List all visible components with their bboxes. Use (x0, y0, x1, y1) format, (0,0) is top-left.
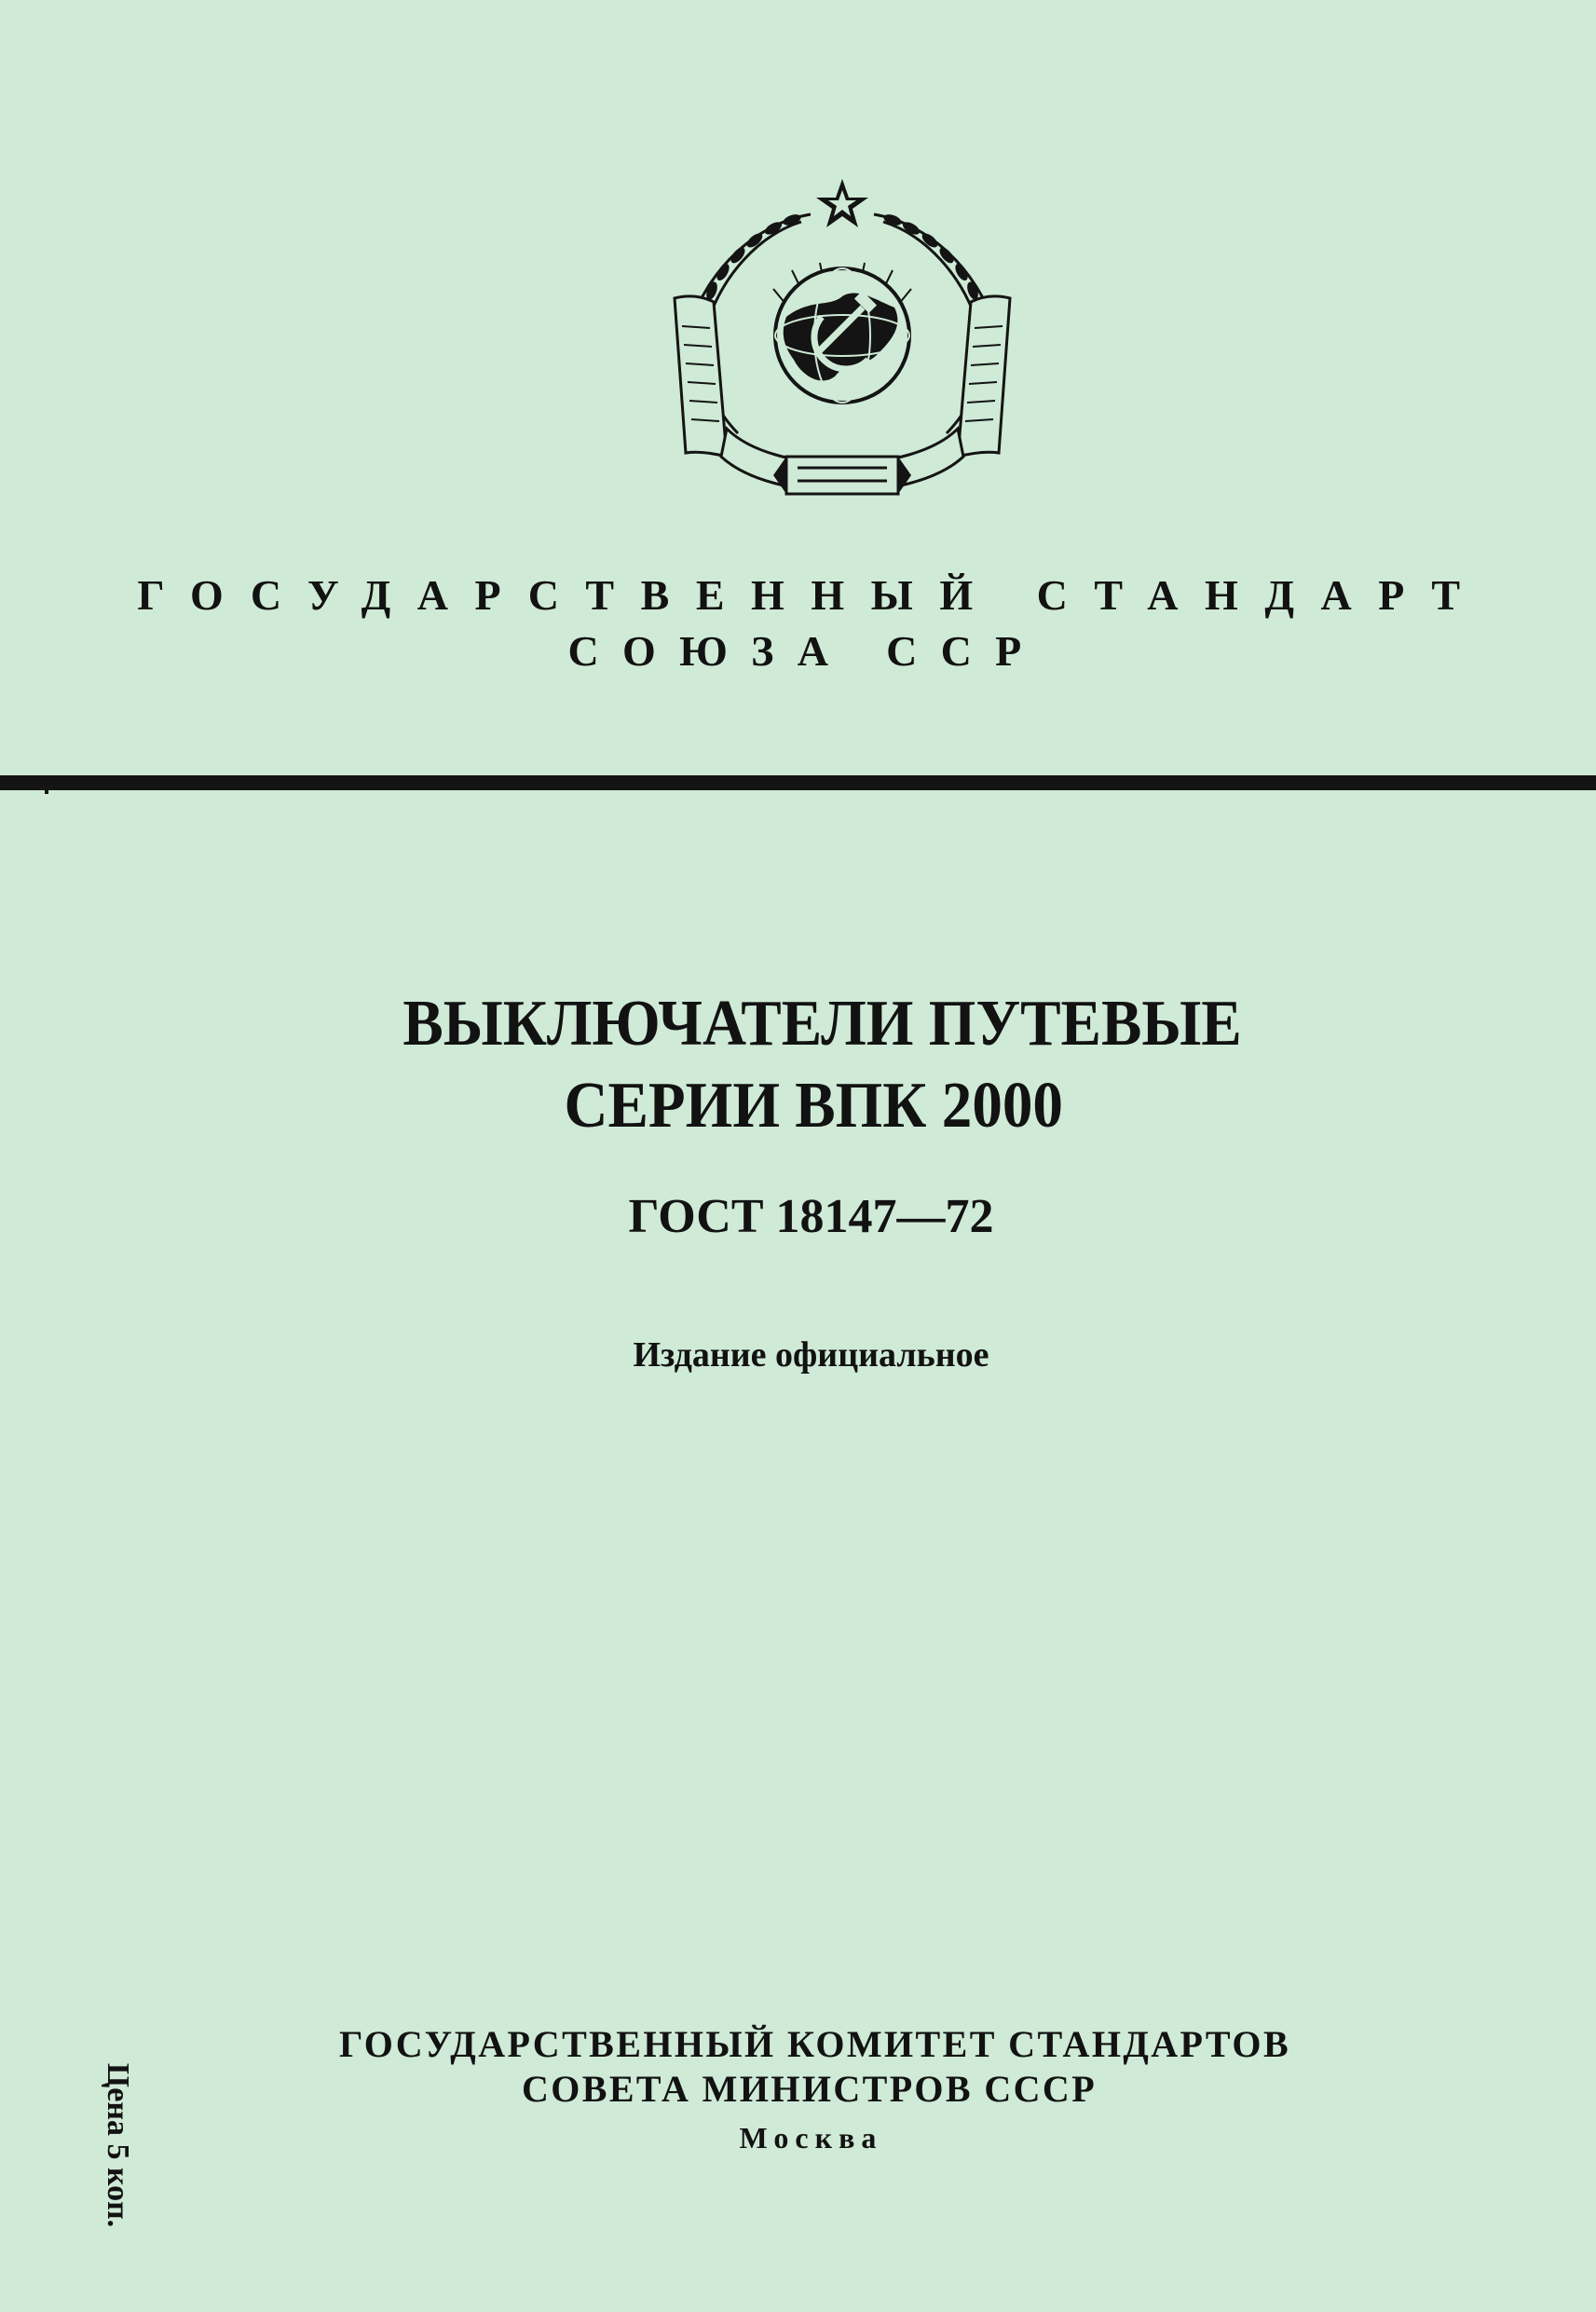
header-line-state-standard: ГОСУДАРСТВЕННЫЙ СТАНДАРТ (137, 571, 1487, 619)
standard-number: ГОСТ 18147—72 (628, 1190, 994, 1243)
rule-tick-mark (45, 781, 48, 794)
publisher-line1: ГОСУДАРСТВЕННЫЙ КОМИТЕТ СТАНДАРТОВ (338, 2023, 1291, 2065)
publisher-city: Москва (739, 2121, 883, 2155)
header-line-ussr: СОЮЗА ССР (567, 627, 1045, 675)
edition-note: Издание официальное (633, 1335, 989, 1375)
price-label: Цена 5 коп. (101, 2062, 135, 2228)
publisher-line2: СОВЕТА МИНИСТРОВ СССР (521, 2068, 1098, 2110)
ussr-state-emblem-icon (671, 177, 1014, 514)
document-title-line2: СЕРИИ ВПК 2000 (564, 1070, 1063, 1142)
document-title-line1: ВЫКЛЮЧАТЕЛИ ПУТЕВЫЕ (402, 988, 1242, 1060)
horizontal-rule (0, 775, 1596, 790)
